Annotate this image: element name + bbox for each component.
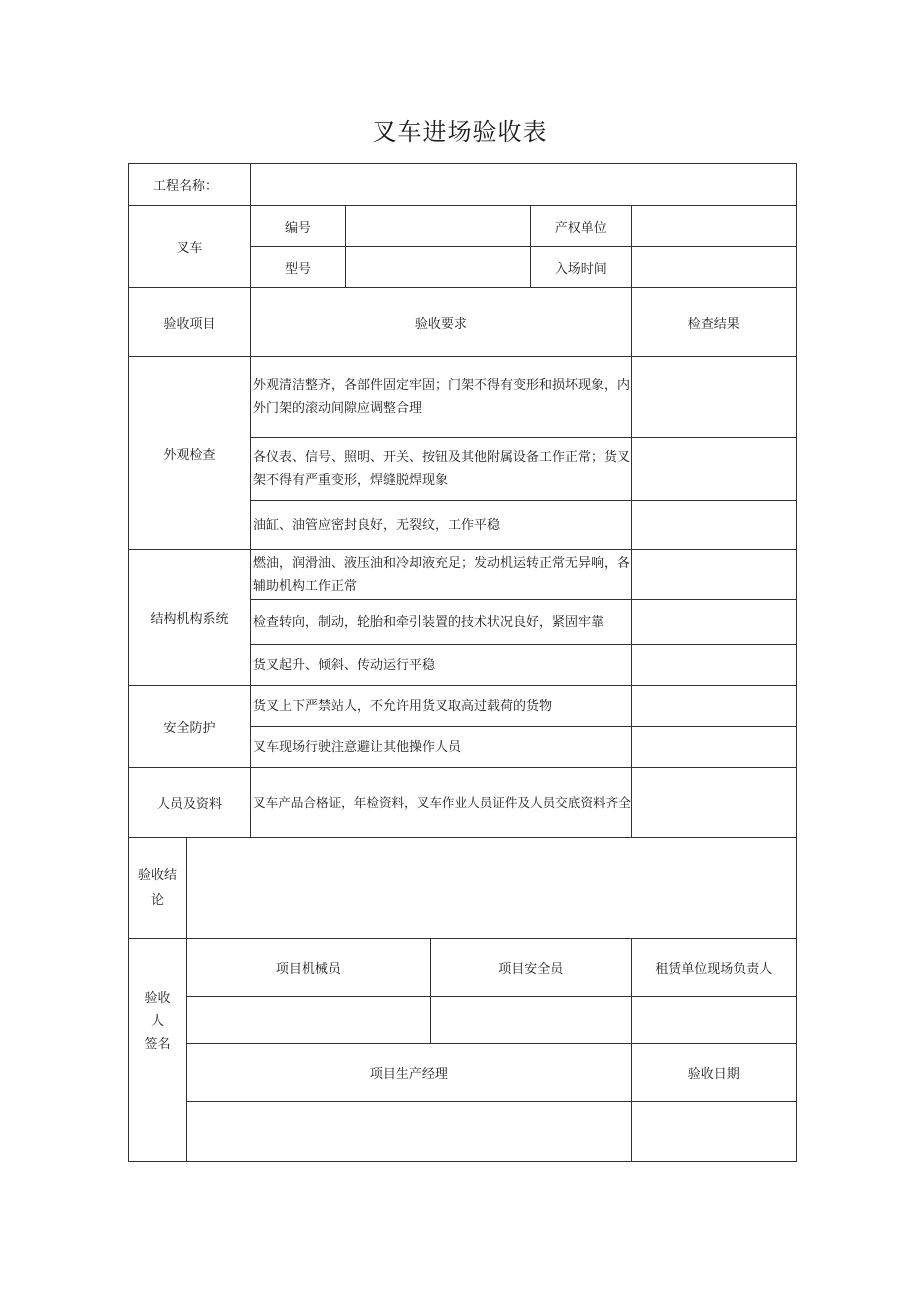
model-value[interactable] xyxy=(345,247,530,288)
signer-lessor-label: 租赁单位现场负责人 xyxy=(631,939,796,997)
signer-safety-label: 项目安全员 xyxy=(430,939,631,997)
number-label: 编号 xyxy=(251,206,346,247)
date-value[interactable] xyxy=(631,1102,796,1162)
result-cell[interactable] xyxy=(631,438,796,501)
entry-time-label: 入场时间 xyxy=(530,247,631,288)
requirement-text: 货叉上下严禁站人，不允许用货叉取高过载荷的货物 xyxy=(251,686,632,727)
acceptance-table xyxy=(128,163,797,1162)
signer-safety-signature[interactable] xyxy=(430,997,631,1044)
result-cell[interactable] xyxy=(631,501,796,550)
section-name: 人员及资料 xyxy=(129,768,251,838)
result-cell[interactable] xyxy=(631,645,796,686)
forklift-label: 叉车 xyxy=(129,206,251,288)
project-name-value[interactable] xyxy=(251,164,797,206)
signature-label: 验收 人 签名 xyxy=(129,939,187,1162)
requirement-text: 检查转向，制动，轮胎和牵引装置的技术状况良好，紧固牢靠 xyxy=(251,600,632,645)
section-name: 结构机构系统 xyxy=(129,550,251,686)
result-cell[interactable] xyxy=(631,686,796,727)
manager-signature[interactable] xyxy=(187,1102,632,1162)
date-label: 验收日期 xyxy=(631,1044,796,1102)
section-name: 外观检查 xyxy=(129,357,251,550)
requirement-text: 货叉起升、倾斜、传动运行平稳 xyxy=(251,645,632,686)
requirement-text: 油缸、油管应密封良好，无裂纹，工作平稳 xyxy=(251,501,632,550)
requirement-text: 各仪表、信号、照明、开关、按钮及其他附属设备工作正常；货叉架不得有严重变形，焊缝脱焊现象 xyxy=(251,438,632,501)
header-result: 检查结果 xyxy=(631,288,796,357)
conclusion-value[interactable] xyxy=(187,838,797,939)
result-cell[interactable] xyxy=(631,550,796,600)
conclusion-label: 验收结 论 xyxy=(129,838,187,939)
requirement-text: 外观清洁整齐，各部件固定牢固；门架不得有变形和损坏现象，内外门架的滚动间隙应调整合理 xyxy=(251,357,632,438)
result-cell[interactable] xyxy=(631,727,796,768)
signer-mechanic-label: 项目机械员 xyxy=(187,939,431,997)
requirement-text: 叉车产品合格证，年检资料，叉车作业人员证件及人员交底资料齐全 xyxy=(251,768,632,838)
entry-time-value[interactable] xyxy=(631,247,796,288)
manager-label: 项目生产经理 xyxy=(187,1044,632,1102)
result-cell[interactable] xyxy=(631,768,796,838)
result-cell[interactable] xyxy=(631,357,796,438)
number-value[interactable] xyxy=(345,206,530,247)
signer-lessor-signature[interactable] xyxy=(631,997,796,1044)
header-item: 验收项目 xyxy=(129,288,251,357)
header-requirement: 验收要求 xyxy=(251,288,632,357)
page-title: 叉车进场验收表 xyxy=(372,118,548,146)
section-name: 安全防护 xyxy=(129,686,251,768)
requirement-text: 叉车现场行驶注意避让其他操作人员 xyxy=(251,727,632,768)
requirement-text: 燃油，润滑油、液压油和冷却液充足；发动机运转正常无异响，各辅助机构工作正常 xyxy=(251,550,632,600)
result-cell[interactable] xyxy=(631,600,796,645)
owner-label: 产权单位 xyxy=(530,206,631,247)
owner-value[interactable] xyxy=(631,206,796,247)
project-name-label: 工程名称： xyxy=(129,164,251,206)
model-label: 型号 xyxy=(251,247,346,288)
signer-mechanic-signature[interactable] xyxy=(187,997,431,1044)
